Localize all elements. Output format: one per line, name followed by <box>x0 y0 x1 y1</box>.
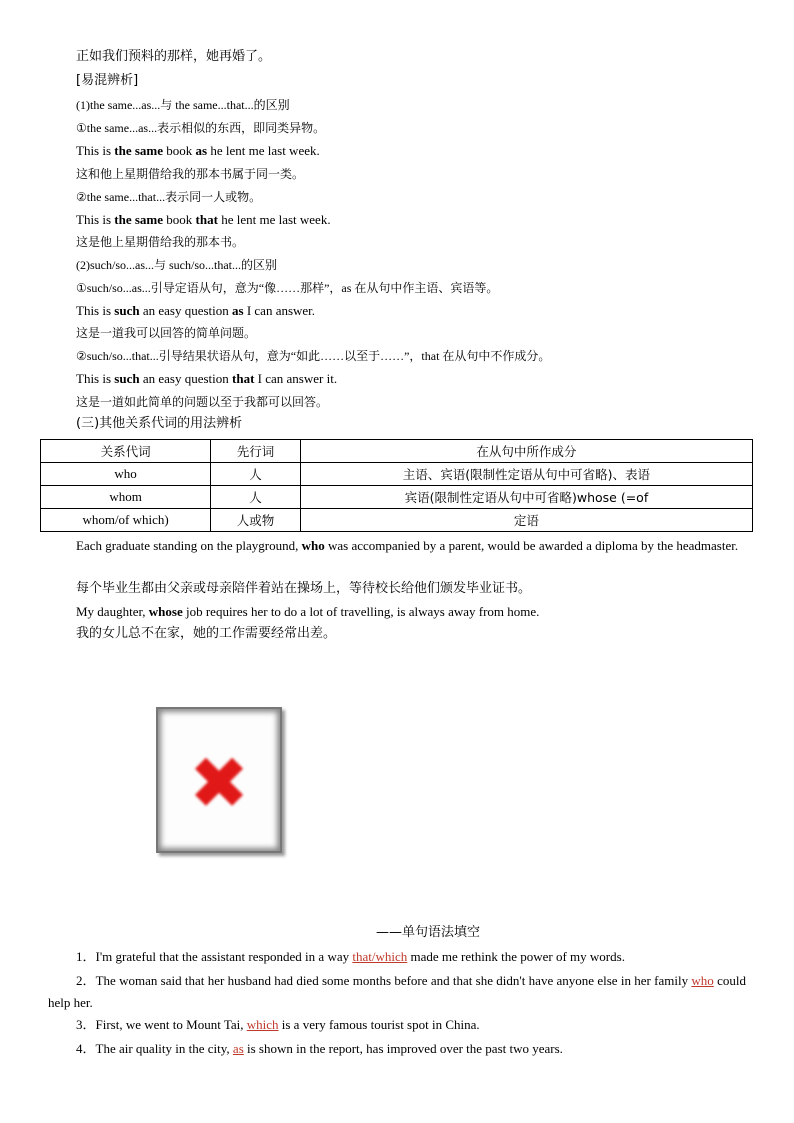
text-line: (1)the same...as...与 the same...that...的区别 <box>76 98 290 112</box>
example-paragraph: My daughter, whose job requires her to do a lot of travelling, is always away from home. <box>76 604 540 619</box>
table-header-cell: 先行词 <box>211 440 301 463</box>
exercise-heading: ——单句语法填空 <box>376 925 481 940</box>
example-sentence: This is the same book that he lent me last week. <box>76 212 331 227</box>
table-cell: 人或物 <box>211 509 301 532</box>
text-line: 正如我们预料的那样，她再婚了。 <box>76 49 272 64</box>
section-heading: (三)其他关系代词的用法辨析 <box>76 416 243 431</box>
exercise-item: 1．I'm grateful that the assistant responded in a way that/which made me rethink the power of my words. <box>76 949 625 964</box>
table-row <box>41 486 753 509</box>
example-paragraph: Each graduate standing on the playground, who was accompanied by a parent, would be awarded a diploma by the headmaster. <box>76 538 739 553</box>
answer-text: as <box>232 1041 244 1056</box>
broken-image-placeholder <box>156 707 282 853</box>
table-cell: 主语、宾语(限制性定语从句中可省略)、表语 <box>300 463 752 486</box>
text-line: ①the same...as...表示相似的东西，即同类异物。 <box>76 121 326 135</box>
example-sentence: This is the same book as he lent me last week. <box>76 143 320 158</box>
relative-pronoun-table <box>40 439 753 532</box>
translation-paragraph: 我的女儿总不在家，她的工作需要经常出差。 <box>76 626 337 641</box>
answer-text: that/which <box>352 949 408 964</box>
exercise-item: 2．The woman said that her husband had died some months before and that she didn't have anyone else in her family who could help her. <box>48 973 746 1010</box>
exercise-item: 4．The air quality in the city, as is shown in the report, has improved over the past two years. <box>76 1041 563 1056</box>
table-header-cell: 关系代词 <box>41 440 211 463</box>
text-line: ①such/so...as...引导定语从句，意为“像……那样”，as 在从句中作主语、宾语等。 <box>76 281 499 295</box>
table-header-row <box>41 440 753 463</box>
example-sentence: This is such an easy question that I can answer it. <box>76 371 338 386</box>
text-line: (2)such/so...as...与 such/so...that...的区别 <box>76 258 277 272</box>
table-cell: whom/of which) <box>41 509 211 532</box>
answer-text: who <box>691 973 714 988</box>
translation-line: 这是一道我可以回答的简单问题。 <box>76 326 257 340</box>
answer-text: which <box>246 1017 279 1032</box>
text-line: ②such/so...that...引导结果状语从句，意为“如此……以至于……”，that 在从句中不作成分。 <box>76 349 551 363</box>
example-sentence: This is such an easy question as I can answer. <box>76 303 316 318</box>
text-line: ②the same...that...表示同一人或物。 <box>76 190 262 204</box>
translation-line: 这和他上星期借给我的那本书属于同一类。 <box>76 167 305 181</box>
exercise-item: 3．First, we went to Mount Tai, which is a very famous tourist spot in China. <box>76 1017 480 1032</box>
broken-image-icon: ✖ <box>188 741 250 825</box>
table-cell: 人 <box>211 463 301 486</box>
table-header-cell: 在从句中所作成分 <box>300 440 752 463</box>
table-cell: 人 <box>211 486 301 509</box>
table-cell: 定语 <box>300 509 752 532</box>
table-row <box>41 509 753 532</box>
translation-line: 这是一道如此简单的问题以至于我都可以回答。 <box>76 395 329 409</box>
table-cell: who <box>41 463 211 486</box>
translation-line: 这是他上星期借给我的那本书。 <box>76 235 245 249</box>
table-row <box>41 463 753 486</box>
table-cell: whom <box>41 486 211 509</box>
text-line: [易混辨析] <box>76 73 139 88</box>
table-cell: 宾语(限制性定语从句中可省略)whose (=of <box>300 486 752 509</box>
translation-paragraph: 每个毕业生都由父亲或母亲陪伴着站在操场上，等待校长给他们颁发毕业证书。 <box>76 581 532 596</box>
